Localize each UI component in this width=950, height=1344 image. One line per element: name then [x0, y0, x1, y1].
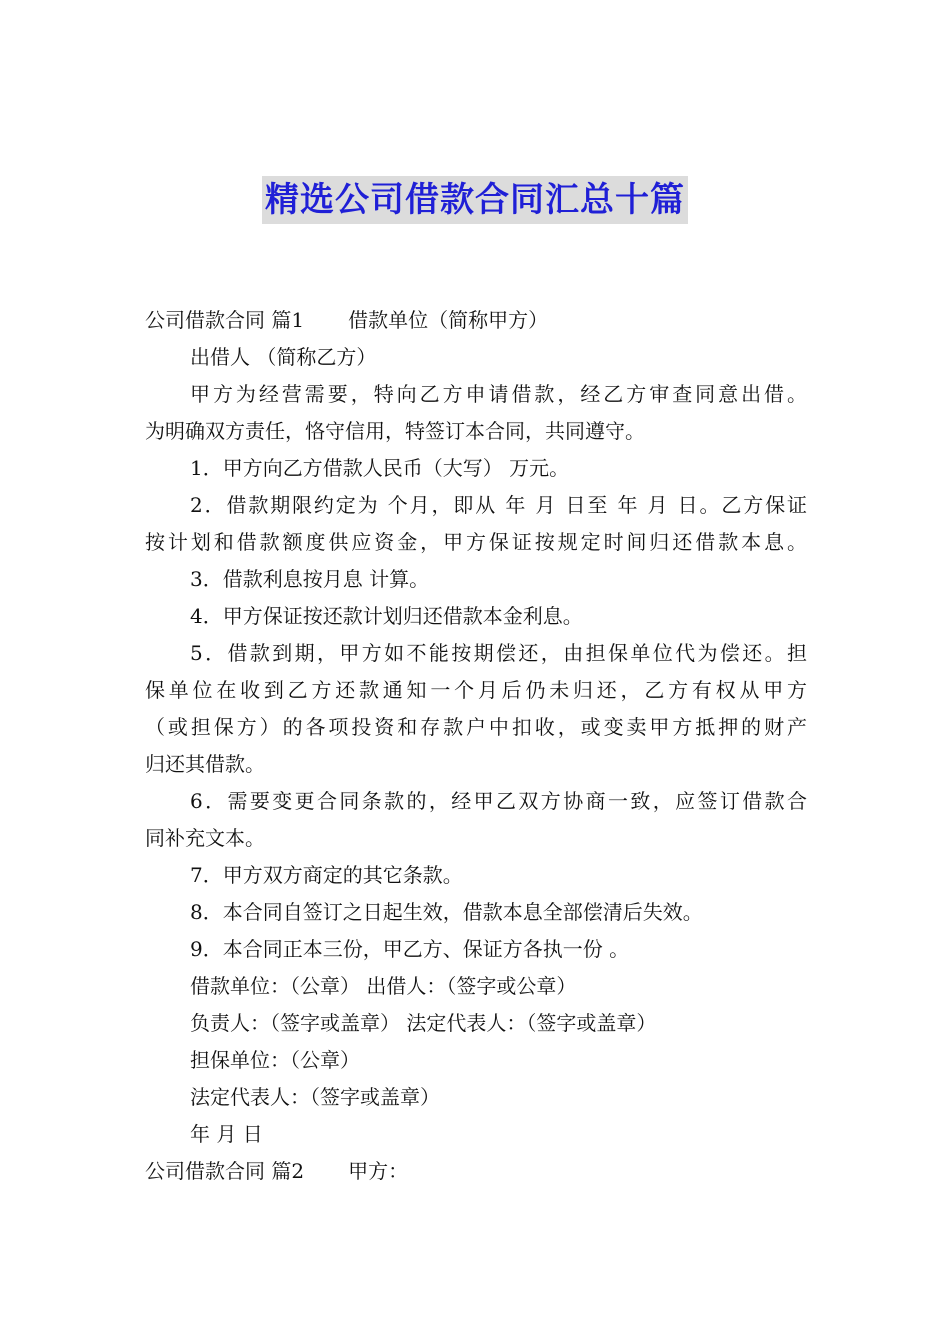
date-line: 年 月 日: [190, 1122, 263, 1146]
clause-6: 6．需要变更合同条款的，经甲乙双方协商一致，应签订借款合: [190, 789, 807, 813]
section-heading-1: [145, 302, 807, 339]
signature-line: 担保单位：（公章）: [190, 1048, 360, 1072]
section-first-clause: 借款单位（简称甲方）: [348, 308, 549, 332]
paragraph-line: 归还其借款。: [145, 752, 265, 776]
clause-2: 2．借款期限约定为 个月，即从 年 月 日至 年 月 日。乙方保证: [190, 493, 807, 517]
document-body: [145, 302, 807, 1190]
paragraph-line: （或担保方）的各项投资和存款户中扣收，或变卖甲方抵押的财产: [145, 715, 807, 739]
clause-8: 8．本合同自签订之日起生效，借款本息全部偿清后失效。: [190, 900, 703, 924]
clause-4: 4．甲方保证按还款计划归还借款本金利息。: [190, 604, 583, 628]
section-heading-2: [145, 1153, 807, 1190]
section-label: 公司借款合同 篇2: [145, 1159, 305, 1183]
clause-1: 1．甲方向乙方借款人民币（大写） 万元。: [190, 456, 570, 480]
paragraph-line: 同补充文本。: [145, 826, 265, 850]
paragraph-line: 按计划和借款额度供应资金，甲方保证按规定时间归还借款本息。: [145, 530, 807, 554]
signature-line: 负责人：（签字或盖章） 法定代表人：（签字或盖章）: [190, 1011, 657, 1035]
document-title: 精选公司借款合同汇总十篇: [262, 176, 688, 224]
section-first-clause: 甲方：: [348, 1159, 409, 1183]
paragraph-line: 出借人 （简称乙方）: [190, 345, 377, 369]
paragraph-line: 保单位在收到乙方还款通知一个月后仍未归还，乙方有权从甲方: [145, 678, 807, 702]
clause-7: 7．甲方双方商定的其它条款。: [190, 863, 463, 887]
paragraph-line: 甲方为经营需要，特向乙方申请借款，经乙方审查同意出借。: [190, 382, 807, 406]
signature-line: 法定代表人：（签字或盖章）: [190, 1085, 440, 1109]
section-label: 公司借款合同 篇1: [145, 308, 305, 332]
signature-line: 借款单位：（公章） 出借人：（签字或公章）: [190, 974, 577, 998]
title-container: [0, 176, 950, 224]
paragraph-line: 为明确双方责任，恪守信用，特签订本合同，共同遵守。: [145, 419, 645, 443]
clause-3: 3．借款利息按月息 计算。: [190, 567, 430, 591]
clause-5: 5．借款到期，甲方如不能按期偿还，由担保单位代为偿还。担: [190, 641, 807, 665]
clause-9: 9．本合同正本三份，甲乙方、保证方各执一份 。: [190, 937, 630, 961]
